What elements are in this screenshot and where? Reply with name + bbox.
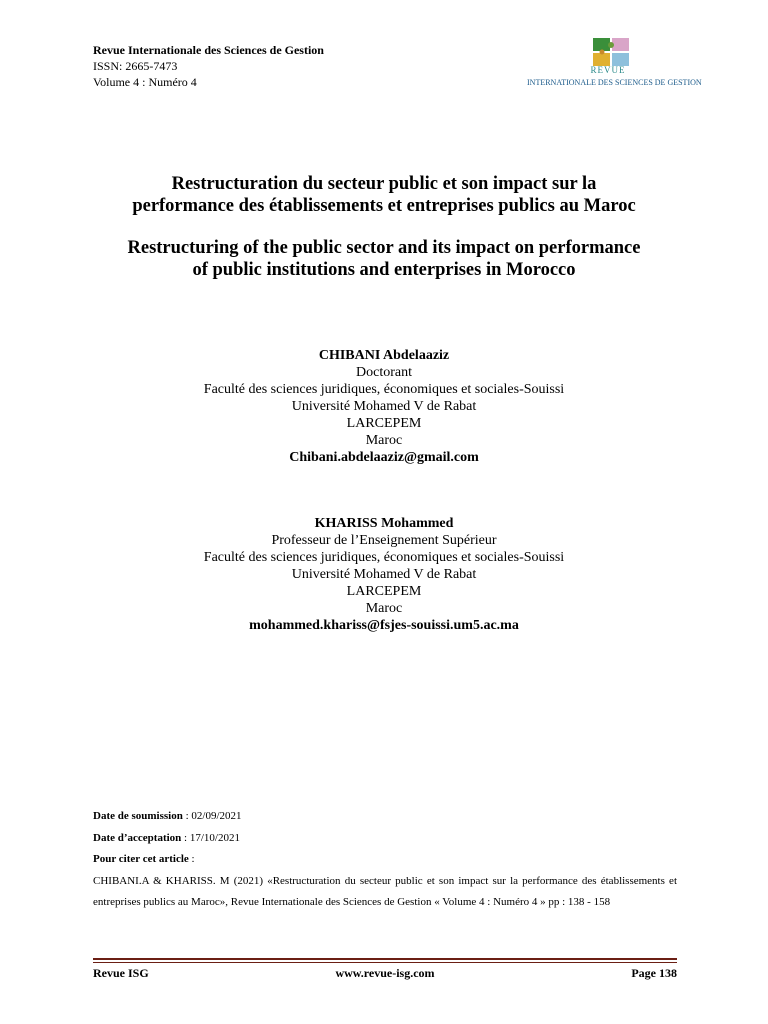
footer-divider (93, 958, 677, 960)
submission-value: : 02/09/2021 (182, 810, 242, 822)
journal-header (93, 42, 324, 90)
author-country: Maroc (365, 433, 403, 448)
journal-name: Revue Internationale des Sciences de Gestion (93, 43, 324, 57)
author-country: Maroc (365, 601, 403, 616)
author-name: KHARISS Mohammed (314, 516, 454, 531)
author-email[interactable]: mohammed.khariss@fsjes-souissi.um5.ac.ma (249, 618, 519, 633)
puzzle-logo-icon (593, 38, 629, 66)
logo-subtitle: INTERNATIONALE DES SCIENCES DE GESTION (527, 78, 702, 87)
article-metadata (93, 806, 677, 914)
author-role: Doctorant (356, 365, 412, 380)
author-faculty: Faculté des sciences juridiques, économiques et sociales-Souissi (203, 382, 565, 397)
cite-separator: : (188, 853, 195, 865)
title-line: performance des établissements et entreprises publics au Maroc (132, 196, 636, 216)
acceptance-label: Date d’acceptation (93, 831, 182, 844)
logo-word: REVUE (590, 65, 626, 75)
journal-logo (527, 38, 702, 94)
author-name: CHIBANI Abdelaaziz (318, 348, 450, 363)
author-lab: LARCEPEM (346, 416, 422, 431)
title-line: Restructuring of the public sector and its impact on performance (127, 238, 641, 258)
author-email[interactable]: Chibani.abdelaaziz@gmail.com (289, 450, 479, 465)
author-block (60, 515, 708, 634)
footer-page-number: Page 138 (631, 966, 677, 980)
title-line: of public institutions and enterprises in Morocco (192, 260, 576, 280)
citation-text: CHIBANI.A & KHARISS. M (2021) «Restructuration du secteur public et son impact sur la performance des établissements et entreprises publics au Maroc», Revue Internationale des Sciences de Gestion « Volume 4 : Numéro 4 » pp : 138 - 158 (93, 874, 677, 908)
author-university: Université Mohamed V de Rabat (291, 567, 477, 582)
author-lab: LARCEPEM (346, 584, 422, 599)
submission-date (93, 806, 677, 828)
title-english (60, 237, 708, 281)
issn: ISSN: 2665-7473 (93, 59, 178, 73)
title-french (60, 173, 708, 217)
cite-label: Pour citer cet article (93, 853, 189, 865)
submission-label: Date de soumission (93, 810, 183, 822)
footer-website[interactable]: www.revue-isg.com (335, 966, 435, 980)
cite-heading (93, 849, 677, 871)
volume-number: Volume 4 : Numéro 4 (93, 75, 197, 89)
footer-journal: Revue ISG (93, 966, 149, 980)
author-role: Professeur de l’Enseignement Supérieur (271, 533, 497, 548)
author-university: Université Mohamed V de Rabat (291, 399, 477, 414)
acceptance-value: : 17/10/2021 (181, 831, 240, 844)
title-line: Restructuration du secteur public et son impact sur la (171, 174, 597, 194)
acceptance-date (93, 828, 677, 850)
author-faculty: Faculté des sciences juridiques, économiques et sociales-Souissi (203, 550, 565, 565)
author-block (60, 347, 708, 466)
footer-divider-thin (93, 962, 677, 963)
